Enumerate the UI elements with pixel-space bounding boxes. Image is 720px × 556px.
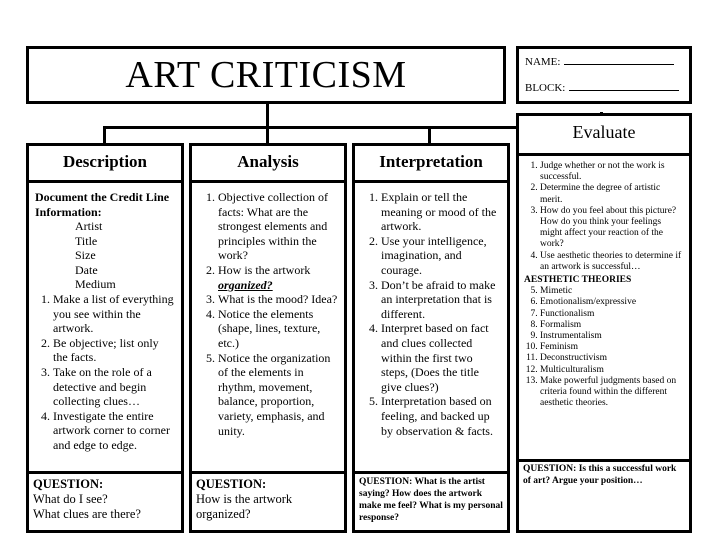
description-question-line: What clues are there?	[33, 507, 141, 521]
credit-line-list	[35, 219, 175, 292]
theory-item: 11. Deconstructivism	[540, 353, 685, 364]
name-blank[interactable]	[564, 55, 674, 65]
description-question-rule	[29, 471, 181, 474]
interpretation-question: QUESTION: What is the artist saying? How does the artwork make me feel? What is my personal response?	[359, 477, 503, 523]
interpretation-item: 5. Interpretation based on feeling, and backed up by observation & facts.	[381, 394, 501, 438]
description-question	[33, 477, 177, 522]
block-label: BLOCK:	[525, 82, 566, 94]
theory-item: 8. Formalism	[540, 320, 685, 331]
description-column	[26, 143, 184, 533]
analysis-item-emphasis: organized?	[218, 277, 273, 292]
aesthetic-theories-heading: AESTHETIC THEORIES	[524, 275, 632, 286]
credit-item-date: Date	[75, 262, 98, 277]
credit-item-title: Title	[75, 233, 98, 248]
interpretation-item: 4. Interpret based on fact and clues collected within the first two steps, (Does the title give clues?)	[381, 321, 501, 394]
evaluate-item: 1. Judge whether or not the work is successful.	[540, 161, 685, 183]
aesthetic-theories-list	[524, 286, 685, 409]
description-list	[35, 292, 175, 453]
analysis-item: 5. Notice the organization of the elements in rhythm, movement, balance, proportion, variety, emphasis, and unity.	[218, 351, 338, 439]
interpretation-column	[352, 143, 510, 533]
name-block-box	[516, 46, 692, 104]
description-heading-rule	[29, 180, 181, 183]
evaluate-body	[524, 161, 685, 409]
description-item: 2. Be objective; list only the facts.	[53, 336, 175, 365]
evaluate-question-rule	[519, 459, 689, 462]
evaluate-heading-rule	[519, 153, 689, 156]
evaluate-item: 4. Use aesthetic theories to determine if an artwork is successful…	[540, 251, 685, 273]
interpretation-list	[363, 190, 501, 438]
theory-item: 10. Feminism	[540, 342, 685, 353]
evaluate-column	[516, 113, 692, 533]
theory-item: 9. Instrumentalism	[540, 331, 685, 342]
block-blank[interactable]	[569, 81, 679, 91]
analysis-body	[200, 190, 338, 438]
interpretation-item: 1. Explain or tell the meaning or mood of the artwork.	[381, 190, 501, 234]
credit-item-size: Size	[75, 248, 96, 263]
analysis-question	[196, 477, 340, 522]
analysis-question-label: QUESTION:	[196, 477, 267, 491]
description-question-line: What do I see?	[33, 492, 108, 506]
analysis-item-text: How is the artwork	[218, 262, 311, 277]
analysis-list	[200, 190, 338, 438]
name-label: NAME:	[525, 56, 561, 68]
analysis-column	[189, 143, 347, 533]
analysis-item: 1. Objective collection of facts: What are the strongest elements and principles within the work?	[218, 190, 338, 263]
interpretation-heading-rule	[355, 180, 507, 183]
evaluate-item: 3. How do you feel about this picture? How do you think your feelings might affect your reaction of the work?	[540, 206, 685, 251]
interpretation-item: 2. Use your intelligence, imagination, and courage.	[381, 234, 501, 278]
description-heading: Description	[62, 152, 148, 171]
credit-item-artist: Artist	[75, 219, 103, 233]
connector-vertical-main	[266, 104, 269, 128]
interpretation-item: 3. Don’t be afraid to make an interpretation that is different.	[381, 278, 501, 322]
analysis-item	[218, 263, 338, 292]
description-body	[35, 190, 175, 453]
analysis-item: 3. What is the mood? Idea?	[218, 292, 338, 307]
interpretation-body	[363, 190, 501, 438]
description-item: 4. Investigate the entire artwork corner to corner and edge to edge.	[53, 409, 175, 453]
description-question-label: QUESTION:	[33, 477, 104, 491]
block-line[interactable]	[525, 81, 679, 94]
description-intro: Document the Credit Line Information:	[35, 190, 170, 219]
connector-drop-description	[103, 126, 106, 144]
theory-item: 7. Functionalism	[540, 309, 685, 320]
analysis-heading: Analysis	[237, 152, 299, 171]
interpretation-question-rule	[355, 471, 507, 474]
description-item: 3. Take on the role of a detective and begin collecting clues…	[53, 365, 175, 409]
evaluate-question: QUESTION: Is this a successful work of art? Argue your position…	[523, 464, 677, 486]
evaluate-list	[524, 161, 685, 273]
theory-item: 12. Multiculturalism	[540, 365, 685, 376]
theory-item: 6. Emotionalism/expressive	[540, 297, 685, 308]
credit-item-medium: Medium	[75, 277, 116, 292]
connector-drop-analysis	[266, 126, 269, 144]
analysis-question-text: How is the artwork organized?	[196, 492, 293, 521]
theory-item: 5. Mimetic	[540, 286, 685, 297]
evaluate-item: 2. Determine the degree of artistic merit.	[540, 183, 685, 205]
theory-item: 13. Make powerful judgments based on criteria found within the different aesthetic theories.	[540, 376, 685, 410]
analysis-heading-rule	[192, 180, 344, 183]
interpretation-heading: Interpretation	[379, 152, 483, 171]
page-title: ART CRITICISM	[125, 54, 407, 96]
description-item: 1. Make a list of everything you see within the artwork.	[53, 292, 175, 336]
analysis-item: 4. Notice the elements (shape, lines, texture, etc.)	[218, 307, 338, 351]
name-line[interactable]	[525, 55, 674, 68]
analysis-question-rule	[192, 471, 344, 474]
connector-drop-interpretation	[428, 126, 431, 144]
title-box	[26, 46, 506, 104]
evaluate-heading: Evaluate	[572, 122, 636, 142]
